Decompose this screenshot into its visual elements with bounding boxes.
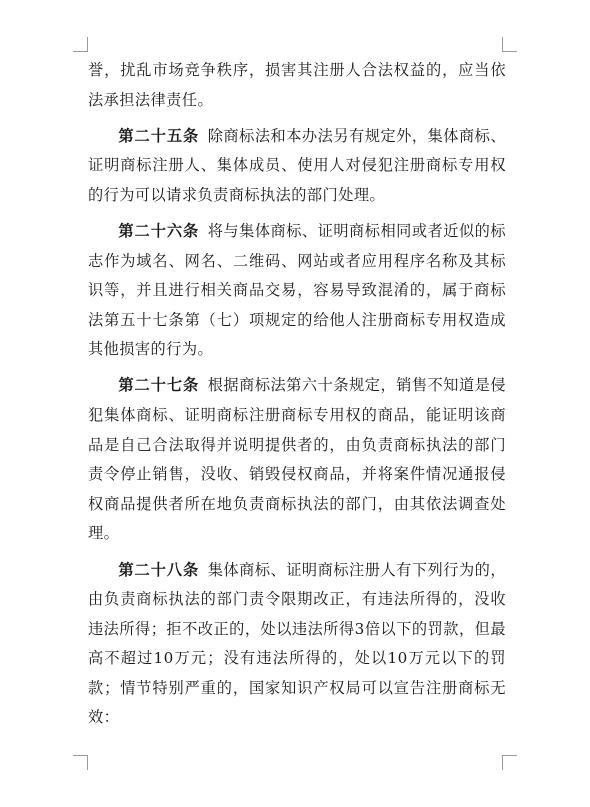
article-25 [88, 122, 506, 211]
crop-mark-bottom-right [502, 755, 517, 770]
paragraph-text: 誉，扰乱市场竞争秩序，损害其注册人合法权益的，应当依法承担法律责任。 [88, 61, 506, 109]
paragraph-continuation [88, 56, 506, 115]
article-number: 第二十七条 [118, 376, 208, 395]
article-27 [88, 371, 506, 549]
article-text: 根据商标法第六十条规定，销售不知道是侵犯集体商标、证明商标注册商标专用权的商品，能证明该商品是自己合法取得并说明提供者的，由负责商标执法的部门责令停止销售，没收、销毁侵权商品，并将案件情况通报侵权商品提供者所在地负责商标执法的部门，由其依法调查处理。 [88, 376, 506, 543]
article-text: 集体商标、证明商标注册人有下列行为的，由负责商标执法的部门责令限期改正，有违法所得的，没收违法所得；拒不改正的，处以违法所得3倍以下的罚款，但最高不超过10万元；没有违法所得的，处以10万元以下的罚款；情节特别严重的，国家知识产权局可以宣告注册商标无效： [88, 560, 506, 727]
crop-mark-top-right [502, 37, 517, 52]
article-text: 除商标法和本办法另有规定外，集体商标、证明商标注册人、集体成员、使用人对侵犯注册商标专用权的行为可以请求负责商标执法的部门处理。 [88, 126, 506, 204]
crop-mark-bottom-left [73, 755, 88, 770]
article-text: 将与集体商标、证明商标相同或者近似的标志作为域名、网名、二维码、网站或者应用程序名称及其标识等，并且进行相关商品交易，容易导致混淆的，属于商标法第五十七条第（七）项规定的给他人注册商标专用权造成其他损害的行为。 [88, 221, 506, 359]
article-26 [88, 217, 506, 365]
document-body [88, 56, 506, 740]
article-number: 第二十八条 [118, 560, 208, 579]
article-28 [88, 556, 506, 734]
crop-mark-top-left [73, 37, 88, 52]
article-number: 第二十六条 [118, 221, 208, 240]
article-number: 第二十五条 [118, 126, 208, 145]
